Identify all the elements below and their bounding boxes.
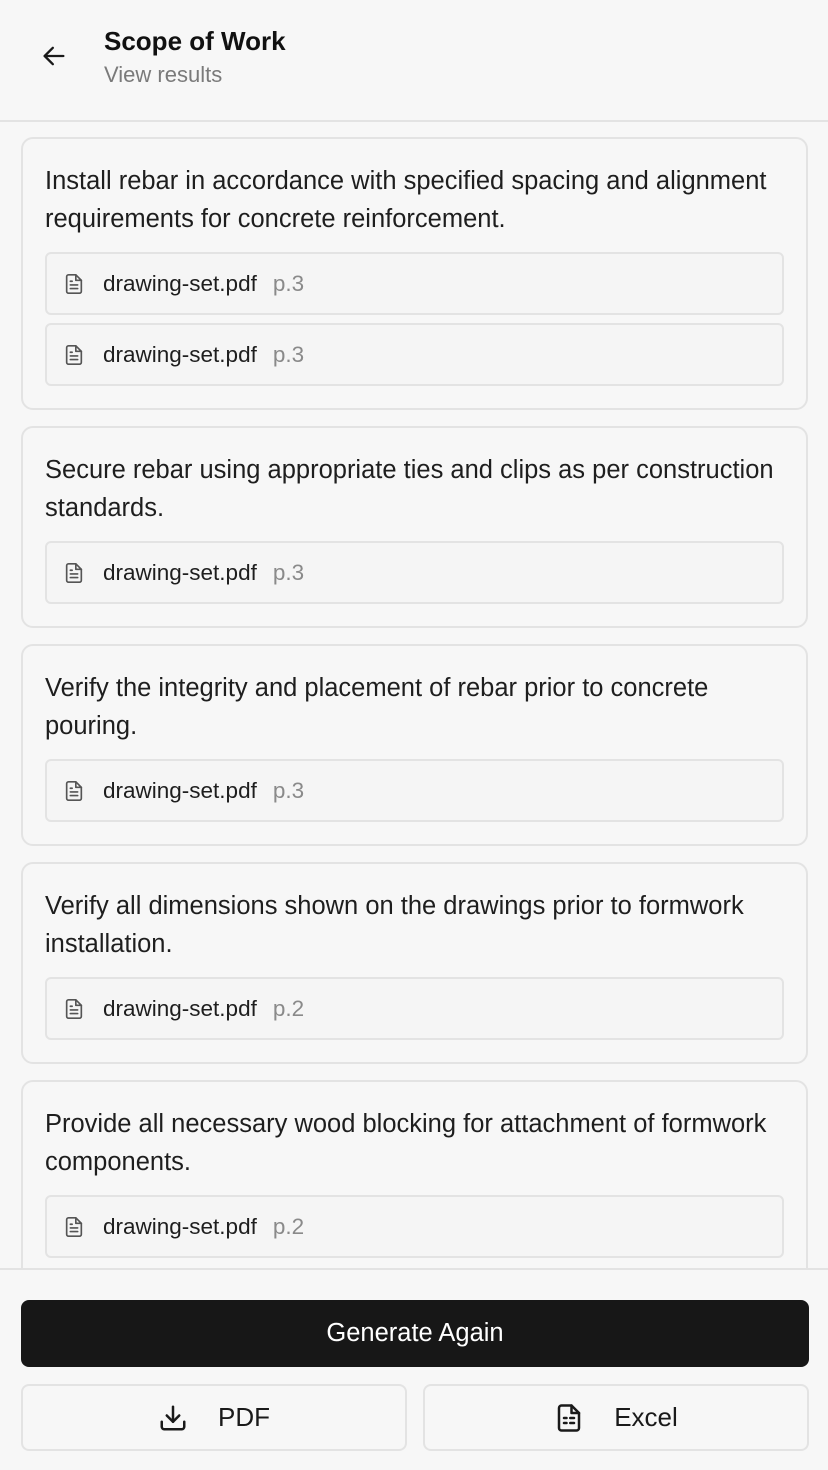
source-reference[interactable]: [45, 977, 784, 1040]
scope-item-card: [21, 644, 808, 846]
source-page: p.2: [272, 1213, 305, 1239]
file-text-icon: [63, 1215, 85, 1239]
pdf-label: PDF: [218, 1402, 270, 1432]
download-pdf-button[interactable]: [21, 1384, 407, 1451]
generate-again-button[interactable]: [21, 1300, 809, 1367]
source-filename: drawing-set.pdf: [103, 559, 257, 585]
scope-item-card: [21, 862, 808, 1064]
spreadsheet-file-icon: [554, 1403, 584, 1433]
arrow-left-icon: [40, 42, 68, 70]
file-text-icon: [63, 779, 85, 803]
scope-item-text: Verify the integrity and placement of rebar prior to concrete pouring.: [45, 674, 709, 740]
scope-list[interactable]: [0, 124, 828, 1268]
source-filename: drawing-set.pdf: [103, 1213, 257, 1239]
file-text-icon: [63, 561, 85, 585]
scope-item-text: Verify all dimensions shown on the drawings prior to formwork installation.: [45, 892, 744, 958]
source-reference[interactable]: [45, 323, 784, 386]
scope-item-card: [21, 426, 808, 628]
file-text-icon: [63, 272, 85, 296]
scope-item-text: Install rebar in accordance with specified spacing and alignment requirements for concrete reinforcement.: [45, 167, 767, 233]
source-filename: drawing-set.pdf: [103, 995, 257, 1021]
page-subtitle: View results: [104, 62, 223, 87]
source-reference[interactable]: [45, 541, 784, 604]
source-filename: drawing-set.pdf: [103, 270, 257, 296]
back-button[interactable]: [30, 36, 78, 76]
source-filename: drawing-set.pdf: [103, 341, 257, 367]
source-reference[interactable]: [45, 1195, 784, 1258]
generate-again-label: Generate Again: [326, 1319, 504, 1347]
source-page: p.3: [272, 559, 305, 585]
excel-label: Excel: [614, 1402, 678, 1432]
app-header: [0, 0, 828, 122]
scope-item-card: [21, 137, 808, 410]
action-footer: [0, 1268, 828, 1470]
source-reference[interactable]: [45, 759, 784, 822]
source-filename: drawing-set.pdf: [103, 777, 257, 803]
source-page: p.3: [272, 341, 305, 367]
file-text-icon: [63, 343, 85, 367]
source-reference[interactable]: [45, 252, 784, 315]
scope-item-text: Secure rebar using appropriate ties and clips as per construction standards.: [45, 456, 774, 522]
download-excel-button[interactable]: [423, 1384, 809, 1451]
scope-item-text: Provide all necessary wood blocking for attachment of formwork components.: [45, 1110, 767, 1176]
page-title: Scope of Work: [104, 26, 286, 56]
source-page: p.3: [272, 777, 305, 803]
source-page: p.3: [272, 270, 305, 296]
source-page: p.2: [272, 995, 305, 1021]
download-icon: [158, 1403, 188, 1433]
scope-item-card: [21, 1080, 808, 1268]
file-text-icon: [63, 997, 85, 1021]
